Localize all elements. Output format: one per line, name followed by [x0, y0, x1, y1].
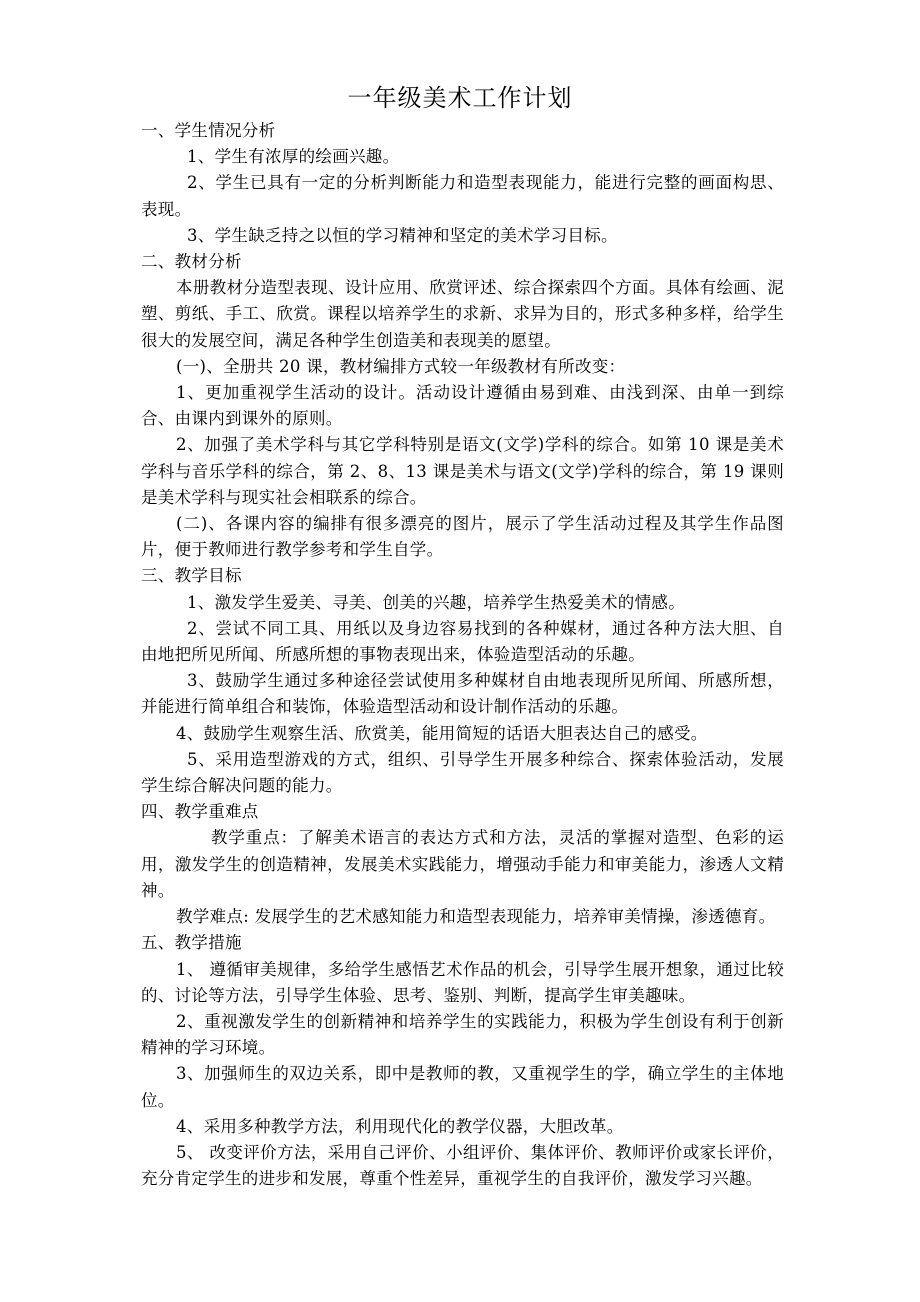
section-heading: 四、教学重难点: [141, 802, 259, 822]
section-heading: 五、教学措施: [141, 933, 242, 953]
paragraph: (二)、各课内容的编排有很多漂亮的图片，展示了学生活动过程及其学生作品图片，便于教师进行教学参考和学生自学。: [141, 514, 784, 560]
paragraph: 1、更加重视学生活动的设计。活动设计遵循由易到难、由浅到深、由单一到综合、由课内到课外的原则。: [141, 383, 784, 429]
paragraph: 教学重点：了解美术语言的表达方式和方法，灵活的掌握对造型、色彩的运用，激发学生的创造精神，发展美术实践能力，增强动手能力和审美能力，渗透人文精神。: [141, 828, 784, 900]
paragraph: 5、采用造型游戏的方式，组织、引导学生开展多种综合、探索体验活动，发展学生综合解决问题的能力。: [141, 749, 784, 796]
paragraph: 1、激发学生爱美、寻美、创美的兴趣，培养学生热爱美术的情感。: [187, 592, 685, 612]
paragraph: 4、采用多种教学方法，利用现代化的教学仪器，大胆改革。: [176, 1116, 624, 1136]
paragraph: 2、尝试不同工具、用纸以及身边容易找到的各种媒材，通过各种方法大胆、自由地把所见所闻、所感所想的事物表现出来，体验造型活动的乐趣。: [141, 618, 784, 665]
page-title: 一年级美术工作计划: [347, 84, 573, 112]
paragraph: 3、学生缺乏持之以恒的学习精神和坚定的美术学习目标。: [187, 225, 618, 245]
section-heading: 三、教学目标: [141, 566, 242, 586]
paragraph: 教学难点: 发展学生的艺术感知能力和造型表现能力，培养审美情操，渗透德育。: [176, 907, 776, 927]
section-heading: 二、教材分析: [141, 252, 242, 272]
paragraph: 2、加强了美术学科与其它学科特别是语文(文学)学科的综合。如第 10 课是美术学科与音乐学科的综合，第 2、8、13 课是美术与语文(文学)学科的综合，第 19 课则是美术学科与现实社会相联系的综合。: [141, 435, 784, 507]
paragraph: 1、 遵循审美规律，多给学生感悟艺术作品的机会，引导学生展开想象，通过比较的、讨论等方法，引导学生体验、思考、鉴别、判断，提高学生审美趣味。: [141, 959, 784, 1005]
paragraph: 4、鼓励学生观察生活、欣赏美，能用简短的话语大胆表达自己的感受。: [176, 723, 708, 743]
paragraph: (一)、全册共 20 课，教材编排方式较一年级教材有所改变：: [176, 356, 626, 376]
section-heading: 一、学生情况分析: [141, 121, 276, 140]
paragraph: 5、 改变评价方法，采用自己评价、小组评价、集体评价、教师评价或家长评价，充分肯定学生的进步和发展，尊重个性差异，重视学生的自我评价，激发学习兴趣。: [141, 1142, 784, 1189]
paragraph: 2、重视激发学生的创新精神和培养学生的实践能力，积极为学生创设有利于创新精神的学习环境。: [141, 1011, 784, 1058]
paragraph: 本册教材分造型表现、设计应用、欣赏评述、综合探索四个方面。具体有绘画、泥塑、剪纸、手工、欣赏。课程以培养学生的求新、求异为目的，形式多种多样，给学生很大的发展空间，满足各种学生创造美和表现美的愿望。: [141, 278, 784, 350]
paragraph: 3、加强师生的双边关系，即中是教师的教，又重视学生的学，确立学生的主体地位。: [141, 1064, 784, 1110]
document-body: [141, 118, 784, 1192]
paragraph: 2、学生已具有一定的分析判断能力和造型表现能力，能进行完整的画面构思、表现。: [141, 173, 784, 219]
paragraph: 1、学生有浓厚的绘画兴趣。: [187, 147, 400, 167]
paragraph: 3、鼓励学生通过多种途径尝试使用多种媒材自由地表现所见所闻、所感所想，并能进行简单组合和装饰，体验造型活动和设计制作活动的乐趣。: [141, 671, 784, 717]
